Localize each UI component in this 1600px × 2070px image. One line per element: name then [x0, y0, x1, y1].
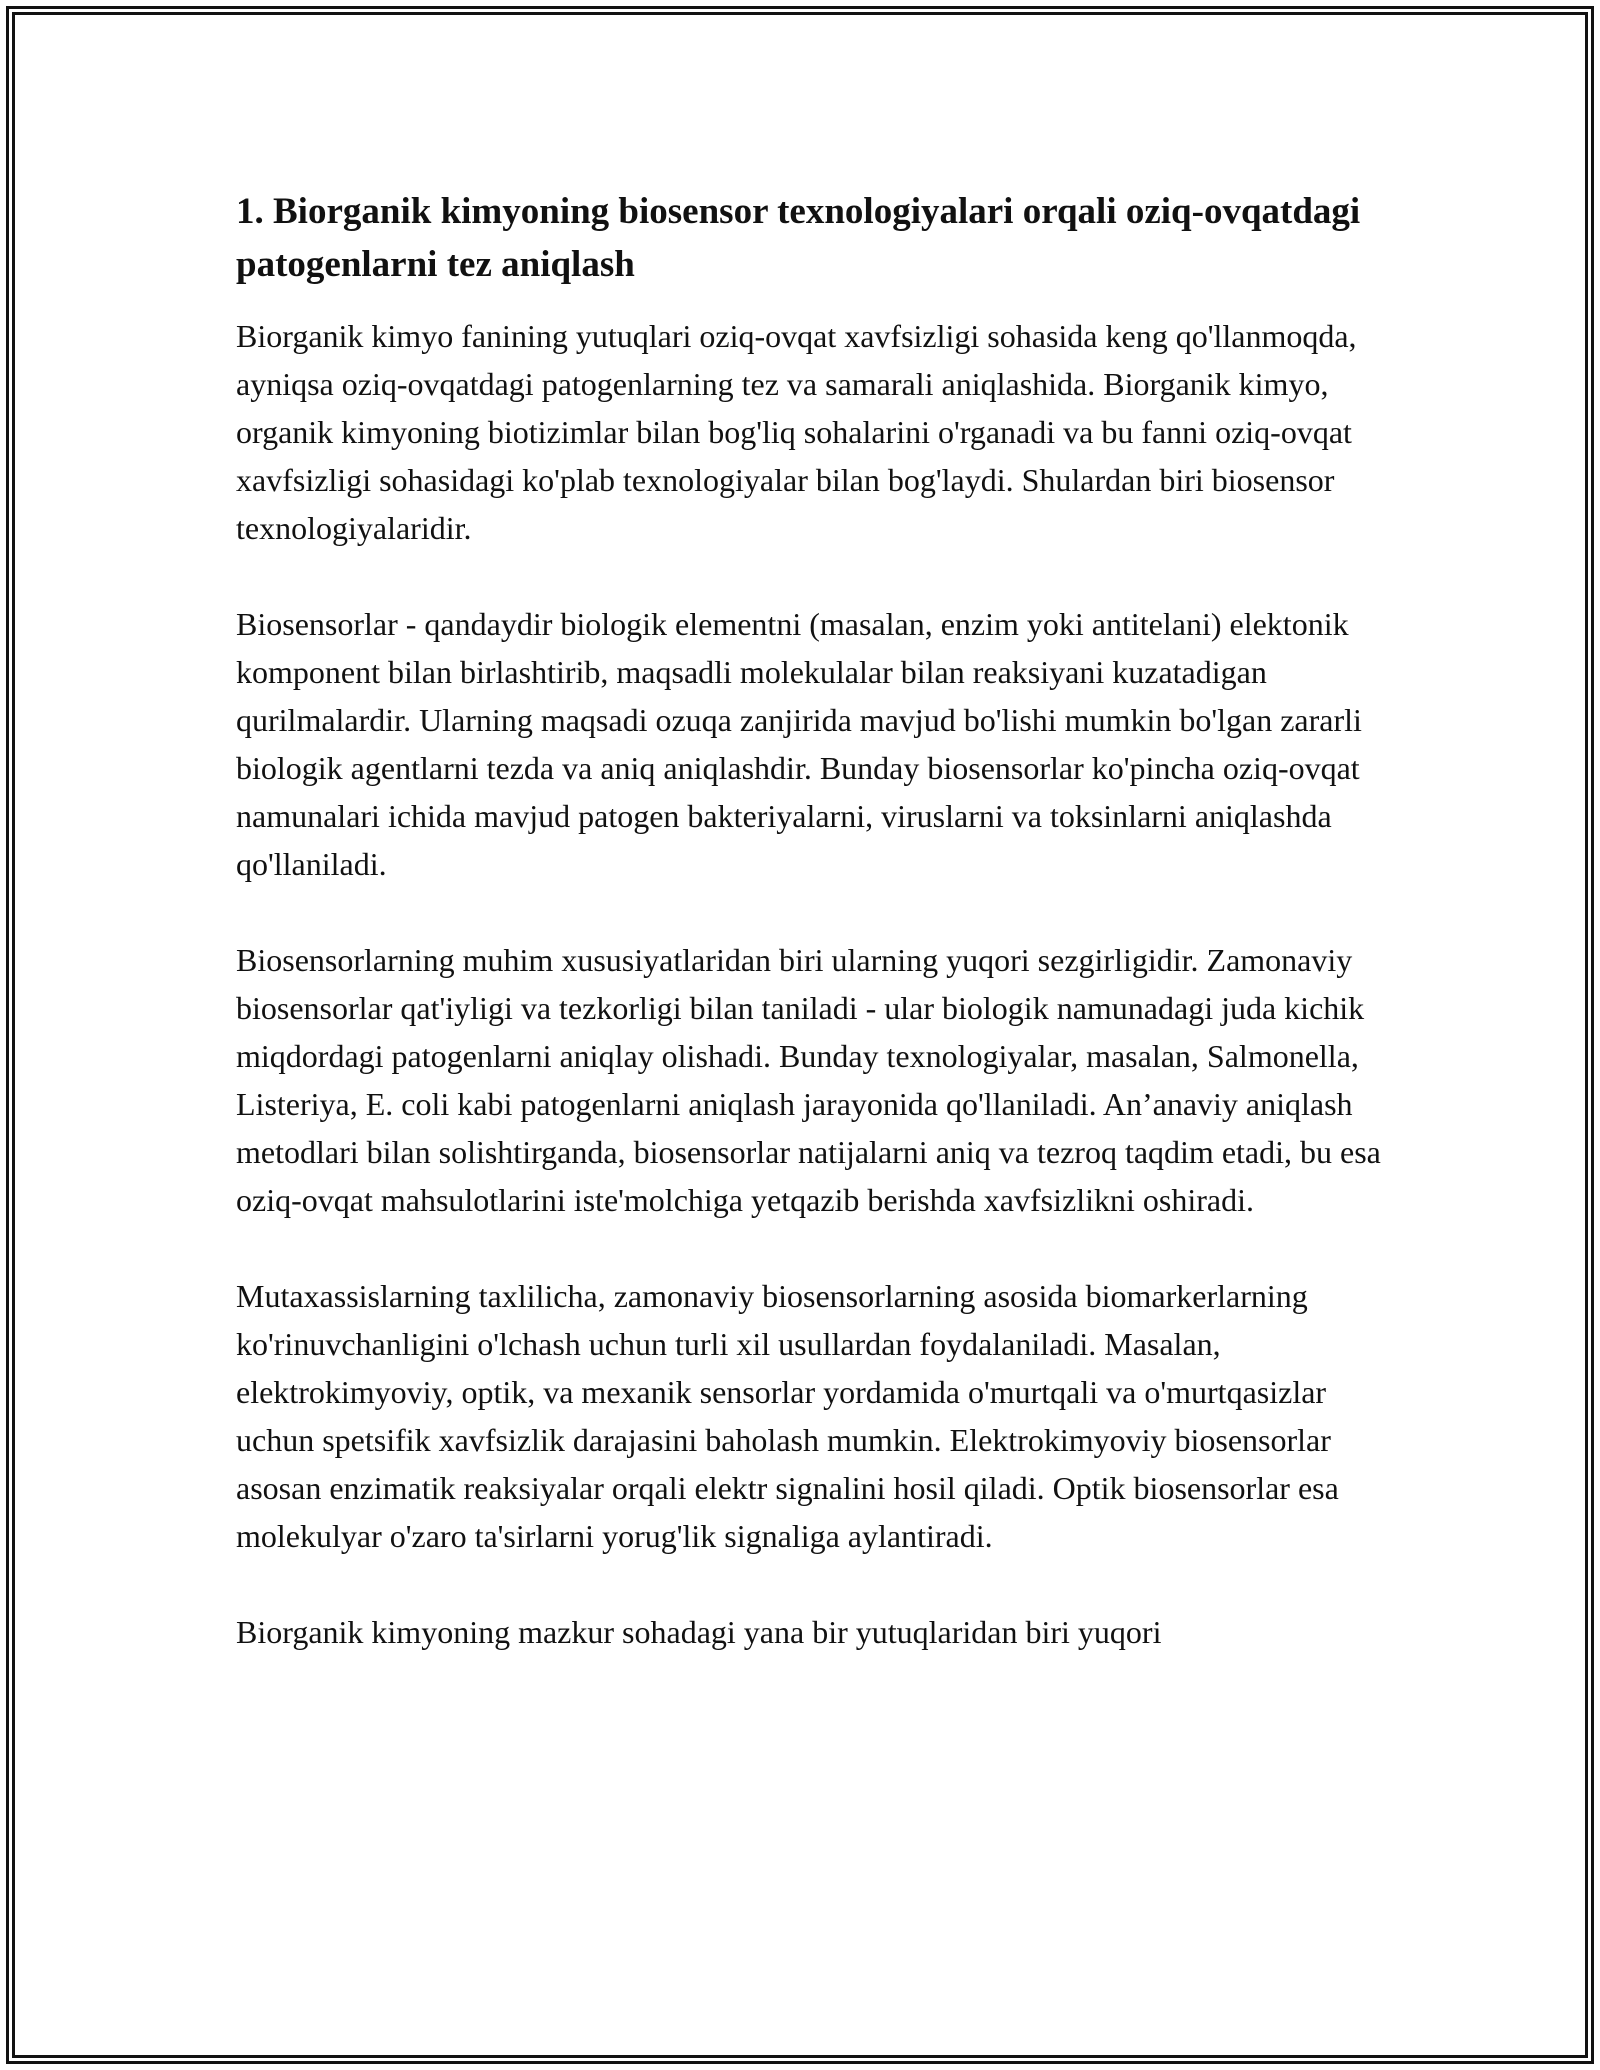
paragraph-sensitivity: Biosensorlarning muhim xususiyatlaridan biri ularning yuqori sezgirligidir. Zamonaviy biosensorlar qat'iyligi va tezkorligi bilan taniladi - ular biologik namunadagi juda kichik miqdordagi patogenlarni aniqlay olishadi. Bunday texnologiyalar, masalan, Salmonella, Listeriya, E. coli kabi patogenlarni aniqlash jarayonida qo'llaniladi. An’anaviy aniqlash metodlari bilan solishtirganda, biosensorlar natijalarni aniq va tezroq taqdim etadi, bu esa oziq-ovqat mahsulotlarini iste'molchiga yetqazib berishda xavfsizlikni oshiradi.: [236, 942, 1381, 1218]
paragraph-intro: Biorganik kimyo fanining yutuqlari oziq-ovqat xavfsizligi sohasida keng qo'llanmoqda, ayniqsa oziq-ovqatdagi patogenlarning tez va samarali aniqlashida. Biorganik kimyo, organik kimyoning biotizimlar bilan bog'liq sohalarini o'rganadi va bu fanni oziq-ovqat xavfsizligi sohasidagi ko'plab texnologiyalar bilan bog'laydi. Shulardan biri biosensor texnologiyalaridir.: [236, 318, 1357, 546]
document-title: 1. Biorganik kimyoning biosensor texnologiyalari orqali oziq-ovqatdagi patogenlarni tez aniqlash: [236, 191, 1361, 285]
paragraph-biosensors-definition: Biosensorlar - qandaydir biologik elementni (masalan, enzim yoki antitelani) elektonik komponent bilan birlashtirib, maqsadli molekulalar bilan reaksiyani kuzatadigan qurilmalardir. Ularning maqsadi ozuqa zanjirida mavjud bo'lishi mumkin bo'lgan zararli biologik agentlarni tezda va aniq aniqlashdir. Bunday biosensorlar ko'pincha oziq-ovqat namunalari ichida mavjud patogen bakteriyalarni, viruslarni va toksinlarni aniqlashda qo'llaniladi.: [236, 606, 1362, 882]
paragraph-continuation: Biorganik kimyoning mazkur sohadagi yana bir yutuqlaridan biri yuqori: [236, 1614, 1162, 1650]
document-body: [236, 185, 1396, 1656]
paragraph-methods: Mutaxassislarning taxlilicha, zamonaviy biosensorlarning asosida biomarkerlarning ko'rinuvchanligini o'lchash uchun turli xil usullardan foydalaniladi. Masalan, elektrokimyoviy, optik, va mexanik sensorlar yordamida o'murtqali va o'murtqasizlar uchun spetsifik xavfsizlik darajasini baholash mumkin. Elektrokimyoviy biosensorlar asosan enzimatik reaksiyalar orqali elektr signalini hosil qiladi. Optik biosensorlar esa molekulyar o'zaro ta'sirlarni yorug'lik signaliga aylantiradi.: [236, 1278, 1339, 1554]
